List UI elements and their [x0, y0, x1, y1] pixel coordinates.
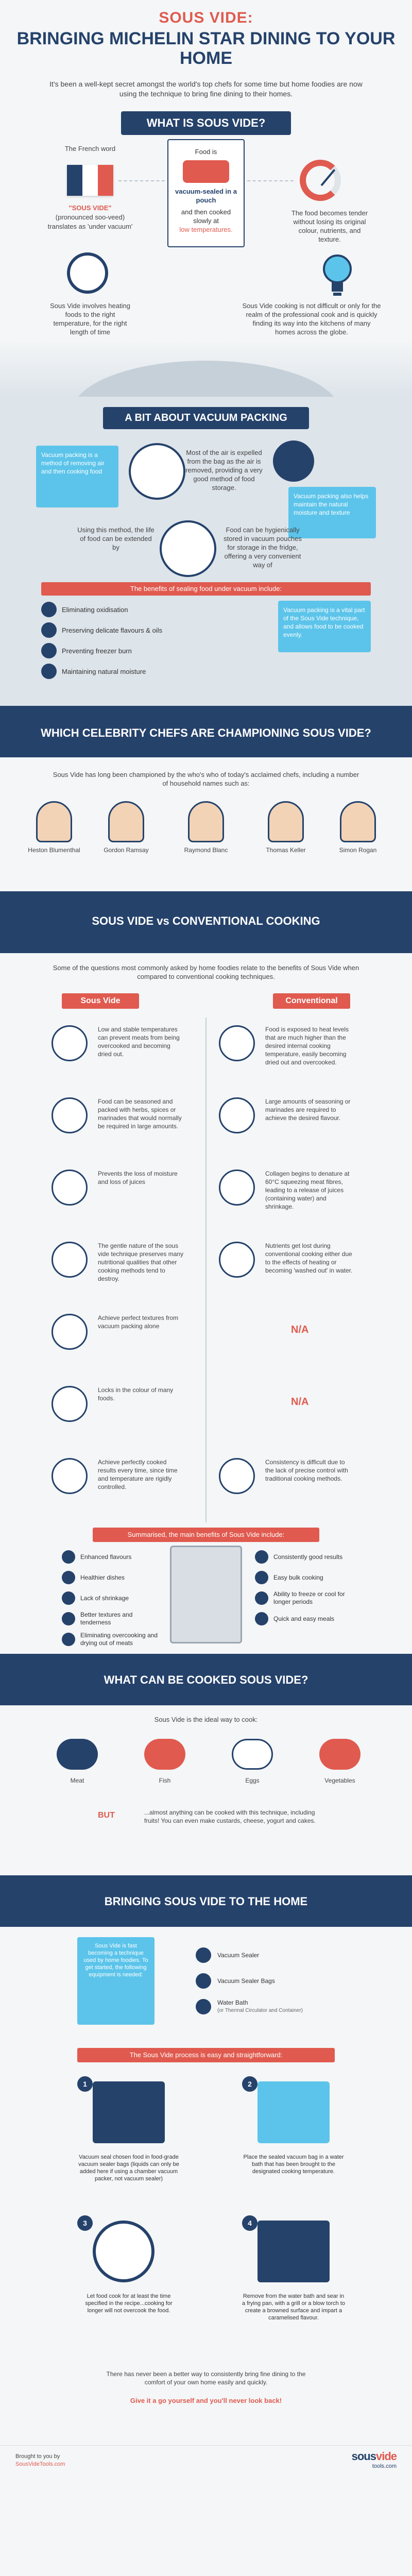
clock-icon: [67, 252, 108, 294]
steak-icon: [57, 1739, 98, 1770]
step-number: 2: [242, 2076, 258, 2092]
benefit-side-note: Vacuum packing is a vital part of the Sous Vide technique, and allows food to be cooked evenly.: [278, 601, 371, 652]
french-word: The French word: [64, 145, 116, 152]
closing-text: There has never been a better way to consistently bring fine dining to the comfort of your own home easily and quickly.: [106, 2370, 306, 2386]
summary-bar: Summarised, the main benefits of Sous Vide include:: [93, 1528, 319, 1542]
tender-text: The food becomes tender without losing its original colour, nutrients, and texture.: [291, 209, 368, 243]
summary-item: Enhanced flavours: [62, 1548, 165, 1566]
pronounced: (pronounced soo-veed): [55, 213, 125, 221]
sous-vide-point: Achieve perfectly cooked results every time, since time and temperature are rigidly controlled.: [98, 1459, 178, 1490]
step-text: Let food cook for at least the time specified in the recipe...cooking for longer will not overcook the food.: [85, 2293, 173, 2314]
sous-vide-point: The gentle nature of the sous vide technique preserves many nutritional qualities that other cooking methods tend to destroy.: [98, 1242, 184, 1282]
conventional-icon: [219, 1170, 255, 1206]
site-link[interactable]: SousVideTools.com: [15, 2461, 65, 2467]
lightbulb-icon: [319, 252, 355, 299]
comparison-row: [41, 1453, 371, 1509]
summary-left-list: [62, 1548, 165, 1651]
thermometer-gauge-icon: [300, 160, 341, 201]
chef-avatar-icon: [268, 801, 304, 842]
summary-item: Quick and easy meals: [255, 1610, 358, 1628]
sous-vide-column-head: Sous Vide: [62, 993, 139, 1009]
water-bath-icon: [258, 2081, 330, 2143]
sous-vide-icon: [52, 1025, 88, 1061]
chefs-heading: WHICH CELEBRITY CHEFS ARE CHAMPIONING SOUS VIDE?: [41, 726, 371, 739]
heating-text: Sous Vide involves heating foods to the right temperature, for the right length of time: [50, 302, 130, 336]
chef-avatar-icon: [340, 801, 376, 842]
vacuum-card-4: Using this method, the life of food can be extended by: [77, 526, 154, 551]
food-eggs: Eggs: [216, 1739, 288, 1784]
divider: [118, 180, 165, 181]
step-text: Vacuum seal chosen food in food-grade vacuum sealer bags (liquids can only be added here if using a chamber vacuum packer, not vacuum sealer): [78, 2154, 179, 2182]
step-number: 4: [242, 2215, 258, 2231]
cook-section: [0, 1705, 412, 1875]
benefit-icon: [41, 622, 57, 638]
summary-item: Ability to freeze or cool for longer periods: [255, 1589, 358, 1607]
vacuum-bag-icon: [129, 443, 185, 500]
check-icon: [62, 1550, 75, 1564]
equipment-item: Water Bath (or Thermal Circulator and Container): [196, 1999, 303, 2014]
sous-vide-point: Prevents the loss of moisture and loss of juices: [98, 1170, 178, 1185]
not-applicable: N/A: [291, 1324, 309, 1335]
header: [0, 0, 412, 129]
benefits-bar: The benefits of sealing food under vacuum include:: [41, 582, 371, 596]
food-vegetables: Vegetables: [304, 1739, 376, 1784]
water-bath-icon: [196, 1999, 211, 2014]
vacuum-card-3: Vacuum packing also helps maintain the natural moisture and texture: [288, 487, 376, 538]
vacuum-card-2: Most of the air is expelled from the bag as the air is removed, providing a very good method of food storage.: [185, 449, 263, 492]
home-band: [0, 1875, 412, 1927]
check-icon: [255, 1591, 268, 1605]
comparison-row: [41, 1020, 371, 1076]
benefit-icon: [41, 602, 57, 617]
comparison-row: [41, 1309, 371, 1364]
check-icon: [255, 1550, 268, 1564]
chef-card: Raymond Blanc: [178, 801, 234, 854]
conventional-icon: [219, 1097, 255, 1133]
vegetables-icon: [319, 1739, 360, 1770]
chef-card: Simon Rogan: [330, 801, 386, 854]
summary-item: Eliminating overcooking and drying out of meats: [62, 1631, 165, 1648]
benefit-item: Maintaining natural moisture: [41, 663, 237, 680]
what-heading: WHAT IS SOUS VIDE?: [121, 111, 291, 135]
chef-avatar-icon: [108, 801, 144, 842]
comparison-row: [41, 1164, 371, 1220]
not-applicable: N/A: [291, 1396, 309, 1408]
sous-vide-point: Low and stable temperatures can prevent meats from being overcooked and becoming dried out.: [98, 1026, 180, 1058]
vacuum-sealer-icon: [196, 1947, 211, 1963]
clock-icon: [160, 520, 216, 577]
bag-icon: [196, 1973, 211, 1989]
vacuum-heading: A BIT ABOUT VACUUM PACKING: [103, 407, 309, 429]
vacuum-card-1: Vacuum packing is a method of removing air and then cooking food: [36, 446, 118, 507]
chef-card: Heston Blumenthal: [26, 801, 82, 854]
benefit-item: Preserving delicate flavours & oils: [41, 621, 237, 639]
process-bar: The Sous Vide process is easy and straightforward:: [77, 2048, 335, 2062]
vs-band: [0, 891, 412, 953]
summary-item: Easy bulk cooking: [255, 1569, 358, 1586]
summary-item: Lack of shrinkage: [62, 1589, 165, 1607]
sous-vide-icon: [52, 1242, 88, 1278]
summary-item: Better textures and tenderness: [62, 1610, 165, 1628]
sous-vide-icon: [52, 1314, 88, 1350]
comparison-row: [41, 1236, 371, 1292]
sous-vide-term: "SOUS VIDE": [68, 204, 112, 212]
food-box: [167, 139, 245, 247]
sous-vide-icon: [52, 1097, 88, 1133]
check-icon: [62, 1633, 75, 1646]
benefits-list: [41, 601, 237, 683]
conventional-point: Nutrients get lost during conventional cooking either due to the effects of heating or becoming 'washed out' in water.: [265, 1242, 353, 1274]
comparison-row: [41, 1381, 371, 1436]
equipment-item: Vacuum Sealer Bags: [196, 1973, 275, 1989]
vs-heading: SOUS VIDE vs CONVENTIONAL COOKING: [92, 914, 320, 927]
summary-item: Consistently good results: [255, 1548, 358, 1566]
frying-pan-icon: [258, 2221, 330, 2282]
vacuum-sealed: vacuum-sealed in a pouch: [175, 188, 237, 204]
vs-section: [0, 953, 412, 1654]
check-icon: [62, 1591, 75, 1605]
food-is: Food is: [195, 148, 217, 156]
summary-right-list: [255, 1548, 358, 1631]
sous-vide-icon: [52, 1386, 88, 1422]
logo[interactable]: sousvide tools.com: [351, 2450, 397, 2469]
sous-vide-point: Food can be seasoned and packed with herbs, spices or marinades that would normally be required in large amounts.: [98, 1098, 182, 1130]
but-text: ...almost anything can be cooked with this technique, including fruits! You can even make custards, cheese, yogurt and cakes.: [144, 1809, 316, 1824]
summary-item: Healthier dishes: [62, 1569, 165, 1586]
vacuum-bag-icon: [170, 1546, 242, 1643]
chefs-intro: Sous Vide has long been championed by the who's who of today's acclaimed chefs, including a number of household names such as:: [53, 771, 359, 787]
star-badge-icon: [273, 440, 314, 482]
chef-avatar-icon: [36, 801, 72, 842]
chefs-section: [0, 706, 412, 891]
sous-vide-icon: [52, 1458, 88, 1494]
chef-avatar-icon: [188, 801, 224, 842]
conventional-column-head: Conventional: [273, 993, 350, 1009]
check-icon: [62, 1571, 75, 1584]
cook-band: [0, 1654, 412, 1705]
sous-vide-icon: [52, 1170, 88, 1206]
vs-intro: Some of the questions most commonly asked by home foodies relate to the benefits of Sous Vide when compared to conventional cooking techniques.: [53, 964, 359, 980]
low-temps: low temperatures.: [179, 226, 233, 233]
sous-vide-point: Achieve perfect textures from vacuum packing alone: [98, 1314, 179, 1330]
egg-icon: [232, 1739, 273, 1770]
conventional-icon: [219, 1458, 255, 1494]
brought-by: Brought to you by SousVideTools.com: [15, 2453, 65, 2467]
not-difficult-text: Sous Vide cooking is not difficult or only for the realm of the professional cook and is quickly finding its way into the kitchens of many homes across the globe.: [242, 302, 381, 336]
chef-card: Gordon Ramsay: [98, 801, 154, 854]
page-title: BRINGING MICHELIN STAR DINING TO YOUR HOME: [16, 29, 396, 68]
benefit-item: Preventing freezer burn: [41, 642, 237, 659]
benefit-icon: [41, 643, 57, 658]
conventional-point: Collagen begins to denature at 60°C squeezing meat fibres, leading to a release of juices (containing water) and shrinkage.: [265, 1170, 350, 1210]
cook-sub: Sous Vide is the ideal way to cook:: [154, 1716, 258, 1723]
fish-icon: [144, 1739, 185, 1770]
vacuum-sealer-icon: [93, 2081, 165, 2143]
title-top: SOUS VIDE:: [159, 9, 253, 26]
steak-icon: [183, 160, 229, 183]
timer-icon: [93, 2221, 154, 2282]
benefit-item: Eliminating oxidisation: [41, 601, 237, 618]
vacuum-section: [0, 397, 412, 706]
sous-vide-point: Locks in the colour of many foods.: [98, 1386, 174, 1402]
globe-band: [0, 340, 412, 397]
check-icon: [255, 1612, 268, 1625]
home-heading: BRINGING SOUS VIDE TO THE HOME: [104, 1895, 308, 1908]
food-meat: Meat: [41, 1739, 113, 1784]
step-number: 1: [77, 2076, 93, 2092]
then-cooked: and then cooked slowly at: [181, 208, 231, 225]
globe-icon: [0, 340, 412, 397]
comparison-row: [41, 1092, 371, 1148]
french-flag-icon: [67, 165, 113, 196]
cook-heading: WHAT CAN BE COOKED SOUS VIDE?: [104, 1673, 308, 1686]
conventional-icon: [219, 1242, 255, 1278]
vacuum-card-5: Food can be hygienically stored in vacuum pouches for storage in the fridge, offering a very convenient way of: [224, 526, 302, 569]
conventional-point: Food is exposed to heat levels that are much higher than the desired internal cooking temperature, easily becoming dried out and overcooked.: [265, 1026, 349, 1066]
translates: translates as 'under vacuum': [47, 223, 133, 230]
intro-text: It's been a well-kept secret amongst the world's top chefs for some time but home foodies are now using the technique to bring fine dining to their homes.: [49, 80, 363, 98]
food-fish: Fish: [129, 1739, 201, 1784]
check-icon: [62, 1612, 75, 1625]
chef-card: Thomas Keller: [258, 801, 314, 854]
conventional-icon: [219, 1025, 255, 1061]
step-number: 3: [77, 2215, 93, 2231]
home-section: [0, 1927, 412, 2445]
conventional-point: Large amounts of seasoning or marinades are required to achieve the desired flavour.: [265, 1098, 351, 1122]
check-icon: [255, 1571, 268, 1584]
step-text: Remove from the water bath and sear in a frying pan, with a grill or a blow torch to create a browned surface and impart a caramelised flavour.: [242, 2293, 345, 2321]
equipment-card: Sous Vide is fast becoming a technique used by home foodies. To get started, the following equipment is needed:: [77, 1937, 154, 2025]
benefit-icon: [41, 664, 57, 679]
cta-text: Give it a go yourself and you'll never look back!: [130, 2397, 282, 2404]
footer: [0, 2445, 412, 2476]
but-label: BUT: [98, 1811, 115, 1820]
equipment-item: Vacuum Sealer: [196, 1947, 259, 1963]
step-text: Place the sealed vacuum bag in a water bath that has been brought to the designated cooking temperature.: [243, 2154, 344, 2175]
what-section: [0, 129, 412, 397]
conventional-point: Consistency is difficult due to the lack of precise control with traditional cooking methods.: [265, 1459, 348, 1482]
divider: [247, 180, 294, 181]
